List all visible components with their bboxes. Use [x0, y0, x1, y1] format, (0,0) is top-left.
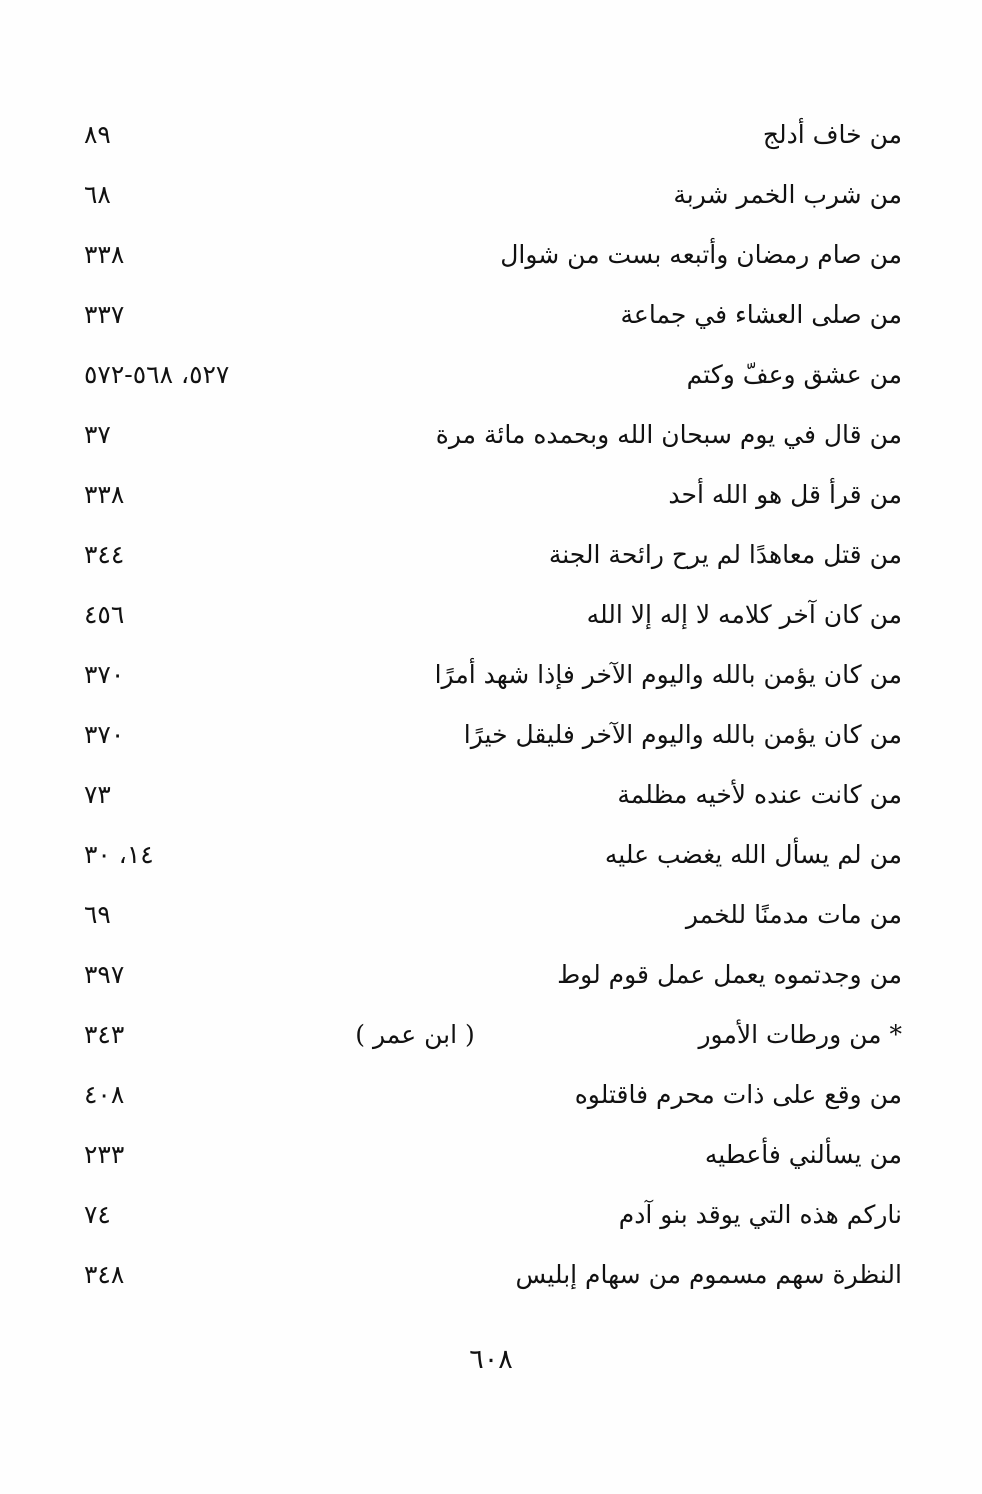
index-entry [70, 225, 902, 285]
page-references: ١٤، ٣٠ [84, 840, 154, 869]
page-references: ٣٣٨ [84, 480, 125, 509]
index-entry [70, 285, 902, 345]
index-entry [70, 165, 902, 225]
index-entry [70, 1125, 902, 1185]
index-entry [70, 105, 902, 165]
page-references: ٣٧٠ [84, 720, 125, 749]
hadith-text: من شرب الخمر شربة [673, 180, 902, 209]
hadith-text: ناركم هذه التي يوقد بنو آدم [618, 1200, 902, 1229]
index-entry [70, 1245, 902, 1305]
hadith-text: من خاف أدلج [762, 120, 902, 149]
page-references: ٧٤ [84, 1200, 111, 1229]
page-references: ٢٣٣ [84, 1140, 125, 1169]
page-references: ٣٤٨ [84, 1260, 125, 1289]
hadith-text: * من ورطات الأمور [698, 1020, 902, 1049]
hadith-text: من صام رمضان وأتبعه بست من شوال [500, 240, 902, 269]
page-references: ٣٤٤ [84, 540, 125, 569]
page-references: ٤٥٦ [84, 600, 125, 629]
hadith-text: من قتل معاهدًا لم يرح رائحة الجنة [548, 540, 902, 569]
index-entry [70, 825, 902, 885]
hadith-text: النظرة سهم مسموم من سهام إبليس [515, 1260, 902, 1289]
hadith-text: من كان يؤمن بالله واليوم الآخر فإذا شهد أمرًا [434, 660, 902, 689]
hadith-text: من مات مدمنًا للخمر [685, 900, 902, 929]
index-entry [70, 945, 902, 1005]
page-references: ٣٧٠ [84, 660, 125, 689]
hadith-index-list [70, 105, 902, 1305]
page-references: ٧٣ [84, 780, 111, 809]
hadith-text: من صلى العشاء في جماعة [620, 300, 902, 329]
index-entry [70, 1065, 902, 1125]
hadith-text: من وجدتموه يعمل عمل قوم لوط [557, 960, 902, 989]
page-references: ٦٩ [84, 900, 111, 929]
index-entry [70, 465, 902, 525]
page-references: ٣٣٨ [84, 240, 125, 269]
index-entry [70, 705, 902, 765]
page-references: ٣٣٧ [84, 300, 125, 329]
hadith-text: من وقع على ذات محرم فاقتلوه [574, 1080, 902, 1109]
index-entry [70, 405, 902, 465]
hadith-text: من كان يؤمن بالله واليوم الآخر فليقل خيرًا [463, 720, 902, 749]
page-references: ٣٧ [84, 420, 111, 449]
page-references: ٨٩ [84, 120, 111, 149]
page-references: ٦٨ [84, 180, 111, 209]
index-entry [70, 585, 902, 645]
index-entry [70, 885, 902, 945]
hadith-text: من قرأ قل هو الله أحد [668, 480, 902, 509]
hadith-text: من كانت عنده لأخيه مظلمة [617, 780, 902, 809]
index-entry [70, 645, 902, 705]
index-entry [70, 1005, 902, 1065]
hadith-text: من يسألني فأعطيه [704, 1140, 902, 1169]
index-entry [70, 525, 902, 585]
index-entry [70, 1185, 902, 1245]
narrator-name: ( ابن عمر ) [355, 1020, 475, 1049]
hadith-text: من لم يسأل الله يغضب عليه [604, 840, 902, 869]
hadith-text: من قال في يوم سبحان الله وبحمده مائة مرة [435, 420, 902, 449]
index-entry [70, 765, 902, 825]
page-references: ٣٩٧ [84, 960, 125, 989]
page-number: ٦٠٨ [469, 1344, 513, 1375]
hadith-text: من كان آخر كلامه لا إله إلا الله [586, 600, 902, 629]
page-references: ٥٢٧، ٥٦٨-٥٧٢ [84, 360, 230, 389]
index-entry [70, 345, 902, 405]
page-references: ٣٤٣ [84, 1020, 125, 1049]
page-references: ٤٠٨ [84, 1080, 125, 1109]
hadith-text: من عشق وعفّ وكتم [686, 360, 902, 389]
